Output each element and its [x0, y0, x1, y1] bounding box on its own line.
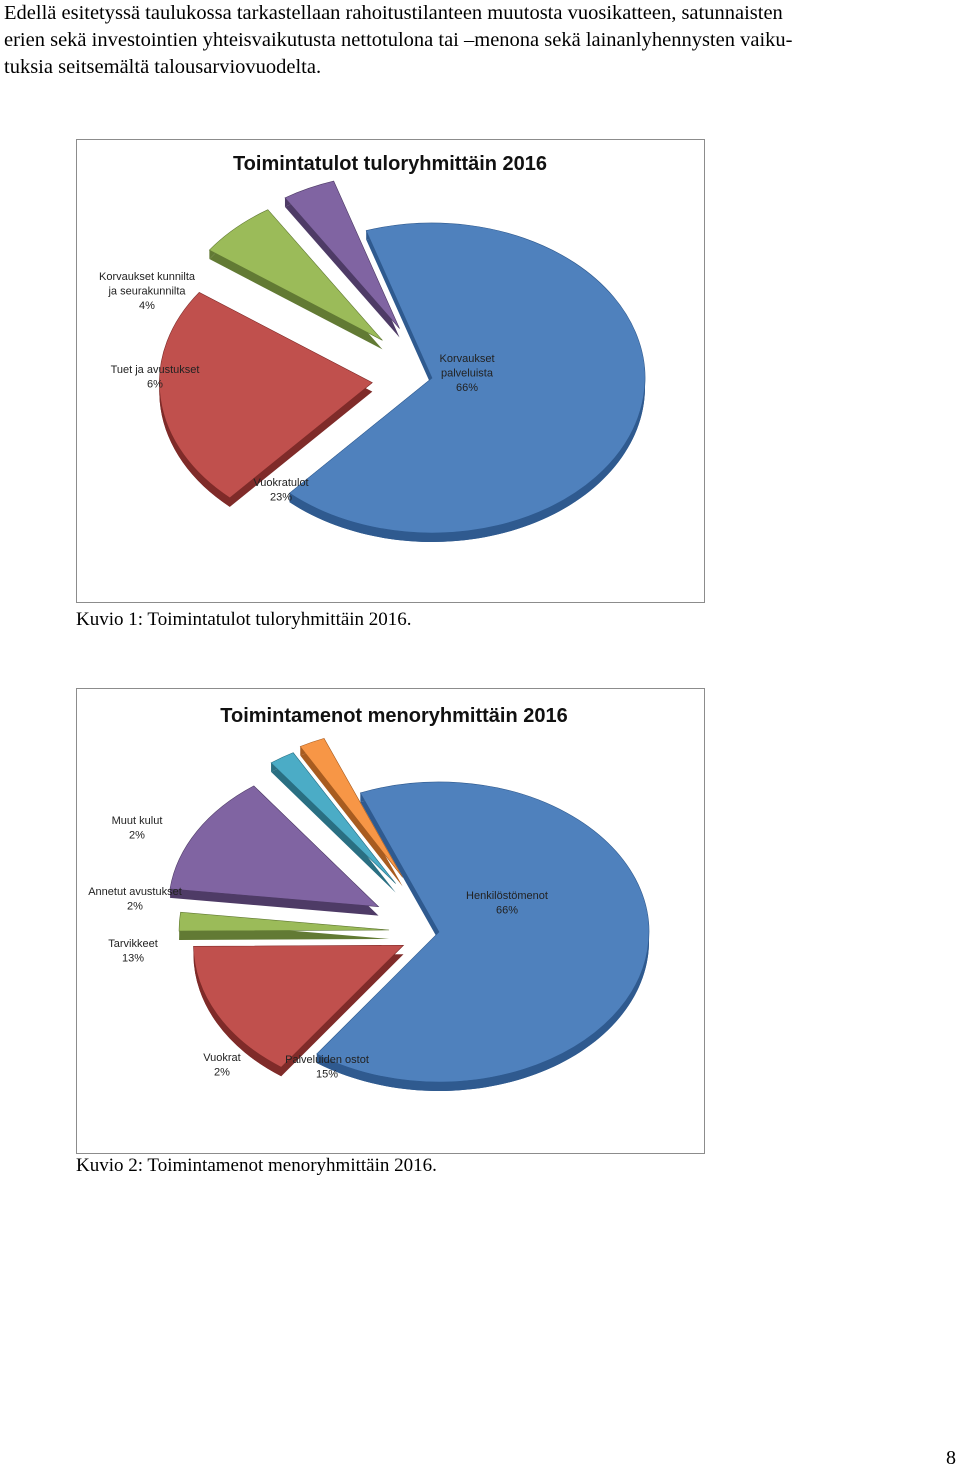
pie-slice-top	[179, 912, 389, 931]
intro-line: Edellä esitetyssä taulukossa tarkastellaan rahoitustilanteen muutosta vuosikatteen, satunnaisten	[4, 2, 783, 24]
data-label-henkilostomenot: Henkilöstömenot 66%	[466, 890, 548, 917]
chart-income-by-group	[76, 139, 705, 603]
data-label-vuokrat: Vuokrat 2%	[203, 1052, 241, 1079]
figure-caption-1: Kuvio 1: Toimintatulot tuloryhmittäin 2016.	[76, 609, 412, 630]
chart-title: Toimintatulot tuloryhmittäin 2016	[232, 153, 548, 175]
intro-line: erien sekä investointien yhteisvaikutusta nettotulona tai –menona sekä lainanlyhennysten vaiku-	[4, 29, 793, 51]
chart-expenses-by-group	[76, 688, 705, 1154]
data-label-tuet-ja-avustukset: Tuet ja avustukset 6%	[110, 364, 200, 391]
data-label-tarvikkeet: Tarvikkeet 13%	[108, 938, 158, 965]
figure-caption-2: Kuvio 2: Toimintamenot menoryhmittäin 2016.	[76, 1155, 437, 1176]
data-label-korvaukset-palveluista: Korvaukset palveluista 66%	[439, 353, 495, 394]
data-label-annetut-avustukset: Annetut avustukset 2%	[88, 886, 182, 913]
data-label-korvaukset-kunnilta-ja-seurakunnilta: Korvaukset kunnilta ja seurakunnilta 4%	[99, 271, 195, 312]
intro-line: tuksia seitsemältä talousarviovuodelta.	[4, 56, 322, 78]
chart-income-svg	[77, 140, 704, 602]
page-number: 8	[946, 1447, 956, 1469]
chart-title: Toimintamenot menoryhmittäin 2016	[220, 705, 568, 727]
pie-slice-vuokrat	[179, 912, 389, 940]
chart-expenses-svg	[77, 689, 704, 1153]
data-label-vuokratulot: Vuokratulot 23%	[253, 477, 309, 504]
data-label-muut-kulut: Muut kulut 2%	[111, 815, 163, 842]
intro-paragraph	[4, 0, 952, 81]
data-label-palveluiden-ostot: Palveluiden ostot 15%	[285, 1054, 369, 1081]
